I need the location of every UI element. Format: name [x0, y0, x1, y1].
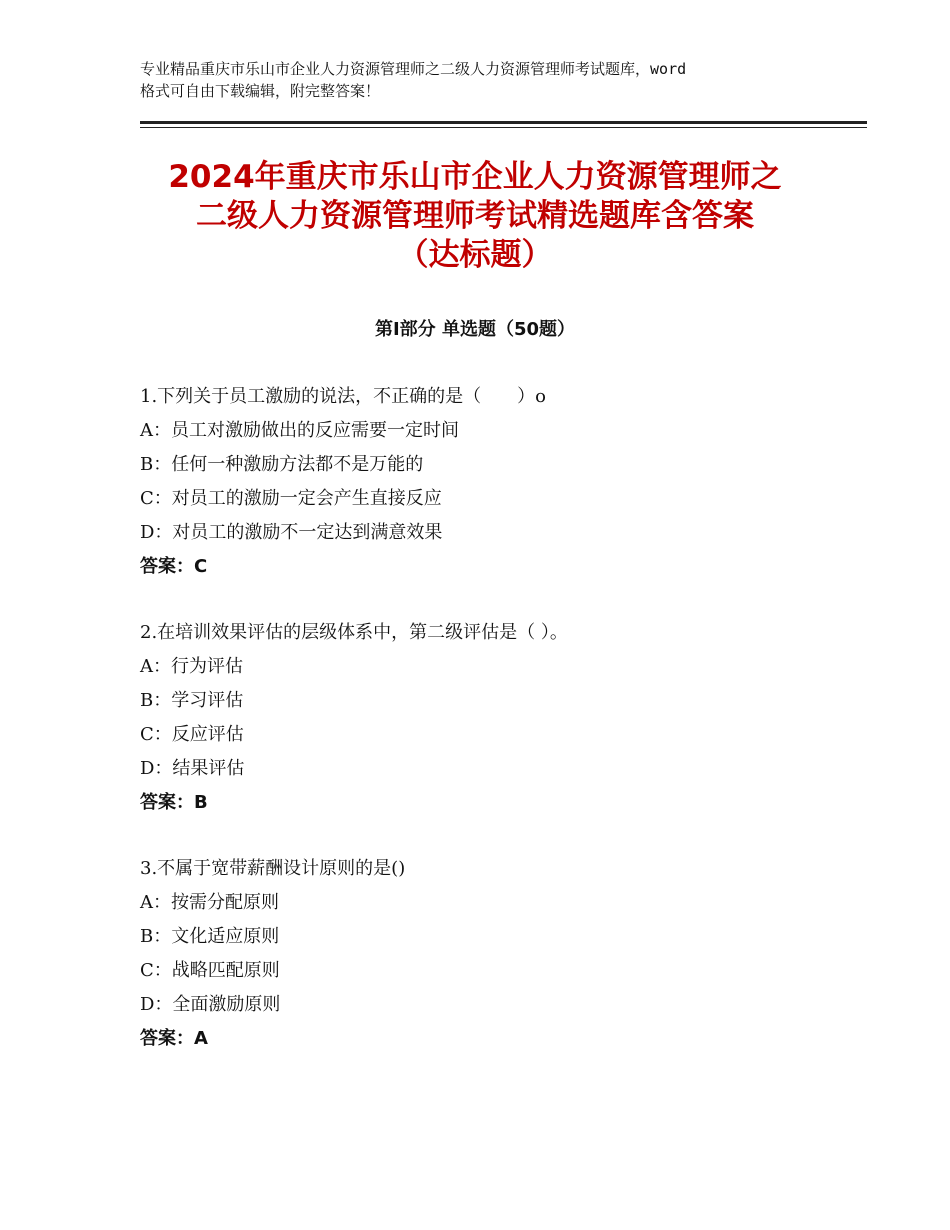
option-b: B：文化适应原则: [140, 926, 280, 947]
question-stem: 1.下列关于员工激励的说法，不正确的是（ ）o: [140, 386, 547, 407]
document-title-line-2: 二级人力资源管理师考试精选题库含答案: [196, 198, 754, 234]
option-d: D：对员工的激励不一定达到满意效果: [140, 522, 443, 543]
option-c: C：对员工的激励一定会产生直接反应: [140, 488, 442, 509]
document-title: [100, 158, 850, 275]
section-title: 第Ⅰ部分 单选题（50题）: [374, 319, 575, 340]
header-divider-thin: [140, 127, 867, 128]
option-d: D：全面激励原则: [140, 994, 281, 1015]
answer: 答案：B: [140, 792, 208, 813]
option-c: C：反应评估: [140, 724, 244, 745]
answer: 答案：C: [140, 556, 208, 577]
question-stem: 3.不属于宽带薪酬设计原则的是(): [140, 858, 406, 879]
document-title-line-1: 2024年重庆市乐山市企业人力资源管理师之: [168, 159, 782, 195]
header-divider-thick: [140, 121, 867, 124]
header-note-line-2: 格式可自由下载编辑，附完整答案！: [140, 82, 381, 100]
header-note: [140, 58, 840, 102]
option-a: A：行为评估: [140, 656, 243, 677]
option-d: D：结果评估: [140, 758, 245, 779]
option-b: B：学习评估: [140, 690, 244, 711]
header-note-line-1: 专业精品重庆市乐山市企业人力资源管理师之二级人力资源管理师考试题库，word: [140, 60, 687, 78]
option-a: A：员工对激励做出的反应需要一定时间: [140, 420, 459, 441]
option-a: A：按需分配原则: [140, 892, 279, 913]
document-title-line-3: （达标题）: [397, 237, 553, 273]
answer: 答案：A: [140, 1028, 208, 1049]
question-list: [140, 383, 860, 1091]
option-b: B：任何一种激励方法都不是万能的: [140, 454, 424, 475]
option-c: C：战略匹配原则: [140, 960, 280, 981]
question-3: [140, 855, 860, 1059]
question-1: [140, 383, 860, 587]
question-2: [140, 619, 860, 823]
question-stem: 2.在培训效果评估的层级体系中，第二级评估是（ ）。: [140, 622, 568, 643]
